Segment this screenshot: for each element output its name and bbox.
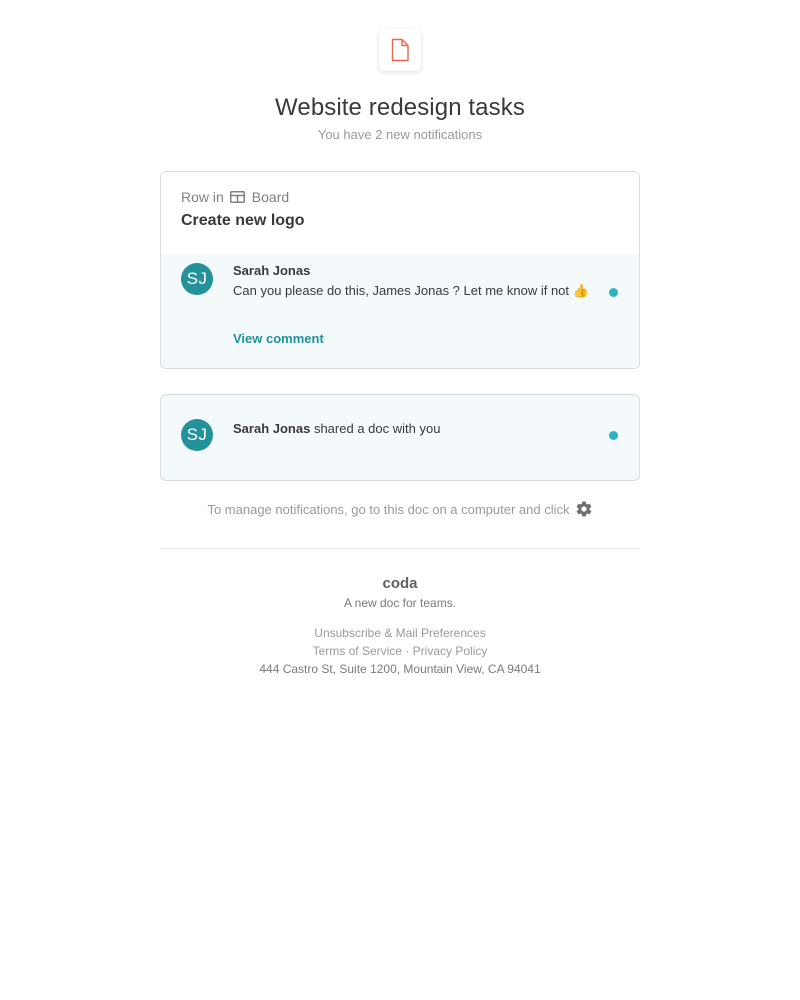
notification-card-comment — [160, 171, 640, 369]
footer-links-row-2 — [0, 644, 800, 658]
page-title: Website redesign tasks — [275, 94, 525, 121]
doc-icon-tile — [379, 29, 421, 71]
comment-text: Can you please do this, James Jonas ? Let me know if not 👍 — [233, 283, 589, 298]
manage-text: To manage notifications, go to this doc on a computer and click — [207, 501, 570, 517]
row-context — [161, 172, 639, 254]
footer-links-row-1 — [0, 626, 800, 640]
gear-icon — [575, 500, 593, 518]
privacy-link[interactable]: Privacy Policy — [412, 644, 488, 658]
table-name[interactable]: Board — [251, 189, 290, 205]
brand-tagline: A new doc for teams. — [343, 596, 457, 610]
avatar: SJ — [181, 263, 213, 295]
company-address: 444 Castro St, Suite 1200, Mountain View, CA 94041 — [259, 662, 541, 676]
table-icon — [230, 191, 245, 203]
share-message — [233, 421, 440, 436]
row-title[interactable]: Create new logo — [181, 212, 305, 229]
footer-separator: · — [405, 644, 410, 658]
row-location — [181, 188, 289, 206]
brand-name: coda — [382, 575, 418, 592]
comment-block — [161, 254, 639, 368]
row-in-label: Row in — [181, 189, 224, 205]
notification-count: You have 2 new notifications — [317, 127, 483, 142]
share-action: shared a doc with you — [313, 421, 441, 436]
comment-author: Sarah Jonas — [233, 263, 311, 278]
share-author: Sarah Jonas — [233, 421, 311, 436]
terms-link[interactable]: Terms of Service — [312, 644, 402, 658]
footer-divider — [160, 548, 640, 549]
unsubscribe-link[interactable]: Unsubscribe & Mail Preferences — [314, 626, 486, 640]
unread-dot — [609, 288, 618, 297]
notification-card-share — [160, 394, 640, 481]
manage-notifications-hint — [0, 500, 800, 518]
avatar: SJ — [181, 419, 213, 451]
unread-dot — [609, 431, 618, 440]
document-icon — [389, 38, 411, 62]
view-comment-link[interactable]: View comment — [233, 331, 324, 346]
